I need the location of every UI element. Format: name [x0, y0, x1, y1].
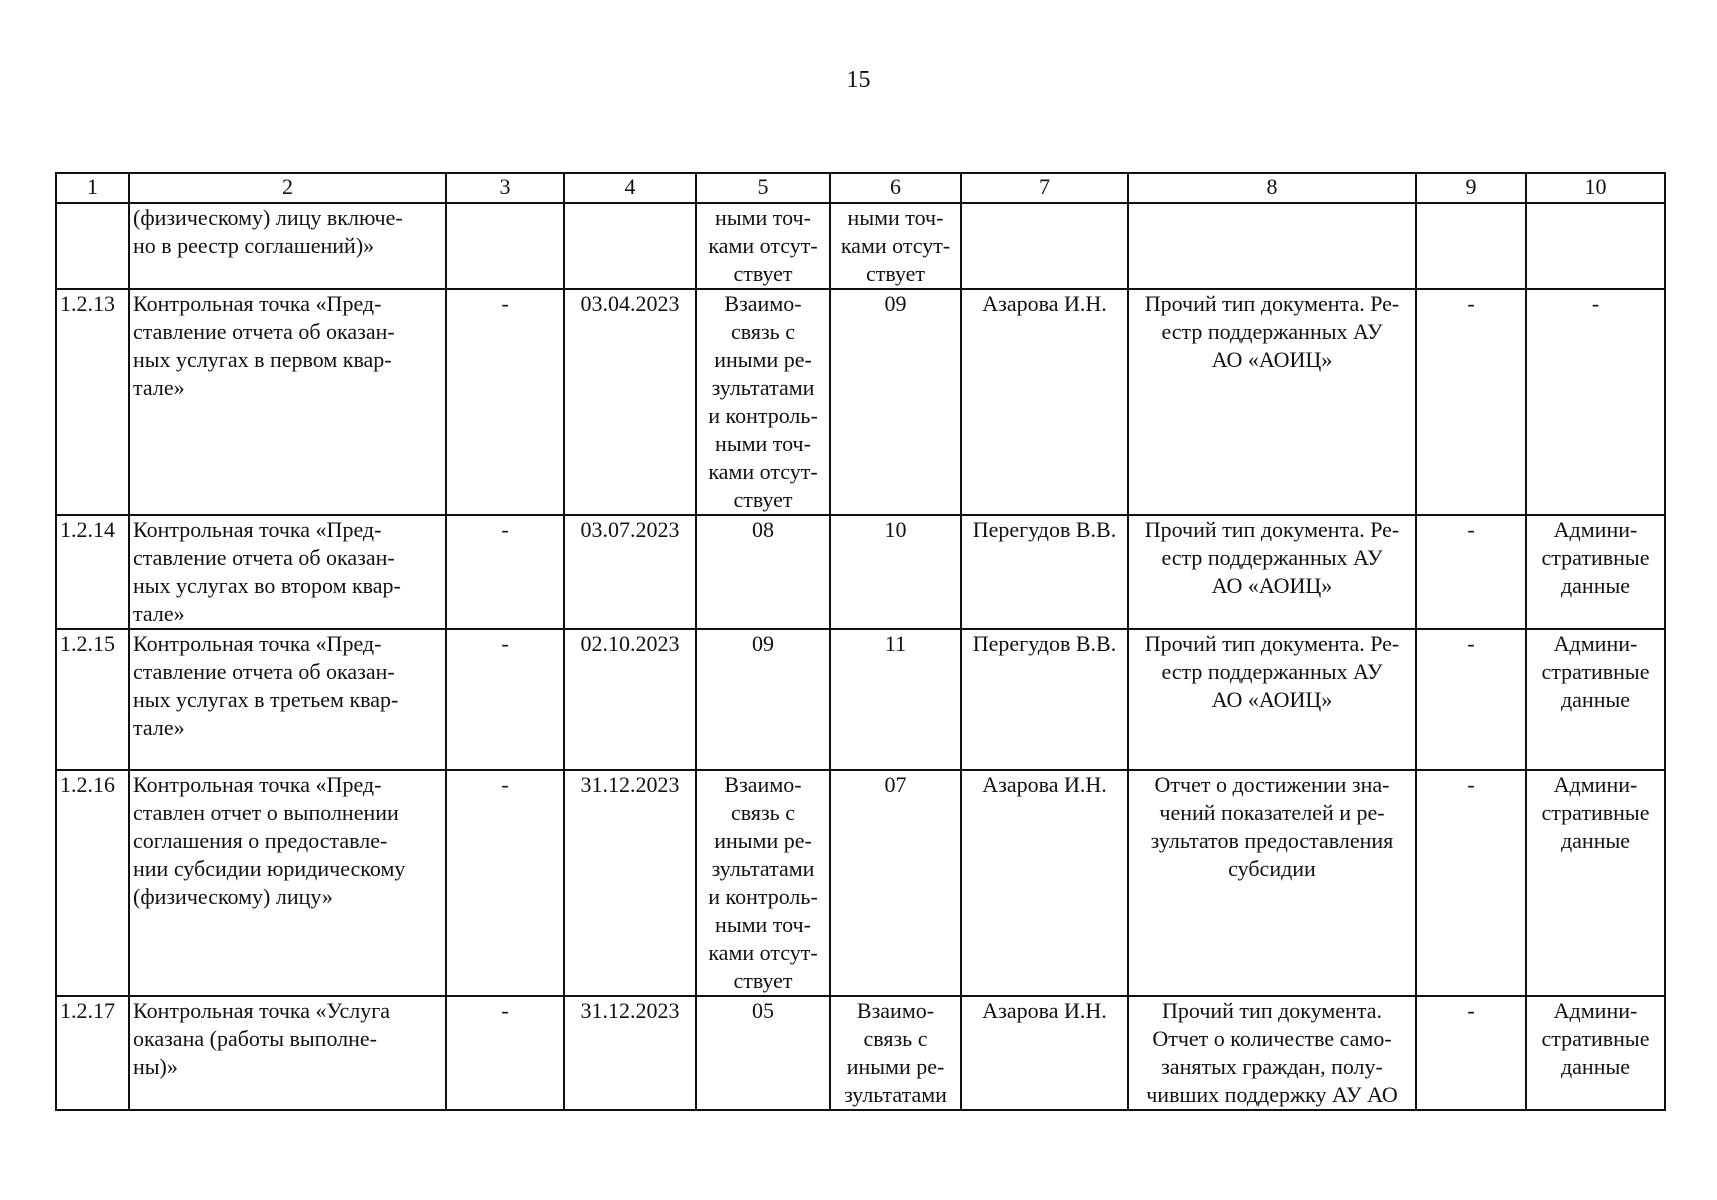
column-header: 2 [129, 173, 446, 203]
column-header: 4 [564, 173, 696, 203]
table-row [56, 515, 1665, 629]
predecessor-value: 05 [696, 996, 830, 1110]
item-number: 1.2.17 [56, 996, 129, 1110]
control-points-table [55, 172, 1666, 1111]
table-row [56, 996, 1665, 1110]
document-type [1128, 203, 1416, 289]
successor-value: 07 [830, 770, 961, 996]
successor-value: ными точ- ками отсут- ствует [830, 203, 961, 289]
predecessor-value: ными точ- ками отсут- ствует [696, 203, 830, 289]
item-name: Контрольная точка «Пред- ставление отчета об оказан- ных услугах в первом квар- тале» [129, 289, 446, 515]
deadline-date: 31.12.2023 [564, 770, 696, 996]
col9-value: - [1416, 996, 1526, 1110]
item-number [56, 203, 129, 289]
column-header: 5 [696, 173, 830, 203]
item-number: 1.2.14 [56, 515, 129, 629]
responsible-person: Перегудов В.В. [961, 515, 1128, 629]
document-type: Прочий тип документа. Отчет о количестве само- занятых граждан, полу- чивших поддержку АУ АО [1128, 996, 1416, 1110]
deadline-date: 03.07.2023 [564, 515, 696, 629]
document-type: Прочий тип документа. Ре- естр поддержанных АУ АО «АОИЦ» [1128, 289, 1416, 515]
item-name: Контрольная точка «Пред- ставление отчета об оказан- ных услугах во втором квар- тале» [129, 515, 446, 629]
predecessor-value: 09 [696, 629, 830, 770]
col9-value: - [1416, 629, 1526, 770]
table-row [56, 629, 1665, 770]
responsible-person: Азарова И.Н. [961, 770, 1128, 996]
predecessor-value: 08 [696, 515, 830, 629]
column-header: 9 [1416, 173, 1526, 203]
col9-value: - [1416, 770, 1526, 996]
column-header: 7 [961, 173, 1128, 203]
successor-value: Взаимо- связь с иными ре- зультатами [830, 996, 961, 1110]
col3-value: - [446, 629, 564, 770]
item-name: (физическому) лицу включе- но в реестр соглашений)» [129, 203, 446, 289]
page-number: 15 [846, 67, 871, 93]
responsible-person: Азарова И.Н. [961, 289, 1128, 515]
data-source: Админи- стративные данные [1526, 996, 1665, 1110]
successor-value: 10 [830, 515, 961, 629]
data-source: Админи- стративные данные [1526, 770, 1665, 996]
column-header: 8 [1128, 173, 1416, 203]
responsible-person: Азарова И.Н. [961, 996, 1128, 1110]
item-name: Контрольная точка «Пред- ставлен отчет о выполнении соглашения о предоставле- нии субсидии юридическому (физическому) лицу» [129, 770, 446, 996]
predecessor-value: Взаимо- связь с иными ре- зультатами и контроль- ными точ- ками отсут- ствует [696, 289, 830, 515]
column-header: 10 [1526, 173, 1665, 203]
table-row [56, 289, 1665, 515]
successor-value: 09 [830, 289, 961, 515]
col9-value [1416, 203, 1526, 289]
document-type: Прочий тип документа. Ре- естр поддержанных АУ АО «АОИЦ» [1128, 629, 1416, 770]
item-number: 1.2.16 [56, 770, 129, 996]
col3-value [446, 203, 564, 289]
deadline-date: 31.12.2023 [564, 996, 696, 1110]
table-row [56, 203, 1665, 289]
col3-value: - [446, 770, 564, 996]
deadline-date [564, 203, 696, 289]
deadline-date: 02.10.2023 [564, 629, 696, 770]
item-number: 1.2.15 [56, 629, 129, 770]
item-name: Контрольная точка «Пред- ставление отчета об оказан- ных услугах в третьем квар- тале» [129, 629, 446, 770]
column-header: 6 [830, 173, 961, 203]
col3-value: - [446, 996, 564, 1110]
column-header: 1 [56, 173, 129, 203]
deadline-date: 03.04.2023 [564, 289, 696, 515]
document-type: Прочий тип документа. Ре- естр поддержанных АУ АО «АОИЦ» [1128, 515, 1416, 629]
responsible-person: Перегудов В.В. [961, 629, 1128, 770]
data-source [1526, 203, 1665, 289]
column-header: 3 [446, 173, 564, 203]
col3-value: - [446, 515, 564, 629]
successor-value: 11 [830, 629, 961, 770]
data-source: Админи- стративные данные [1526, 629, 1665, 770]
responsible-person [961, 203, 1128, 289]
item-name: Контрольная точка «Услуга оказана (работы выполне- ны)» [129, 996, 446, 1110]
col9-value: - [1416, 515, 1526, 629]
header-row [56, 173, 1665, 203]
document-type: Отчет о достижении зна- чений показателей и ре- зультатов предоставления субсидии [1128, 770, 1416, 996]
predecessor-value: Взаимо- связь с иными ре- зультатами и контроль- ными точ- ками отсут- ствует [696, 770, 830, 996]
col9-value: - [1416, 289, 1526, 515]
item-number: 1.2.13 [56, 289, 129, 515]
data-source: - [1526, 289, 1665, 515]
col3-value: - [446, 289, 564, 515]
data-source: Админи- стративные данные [1526, 515, 1665, 629]
table-row [56, 770, 1665, 996]
